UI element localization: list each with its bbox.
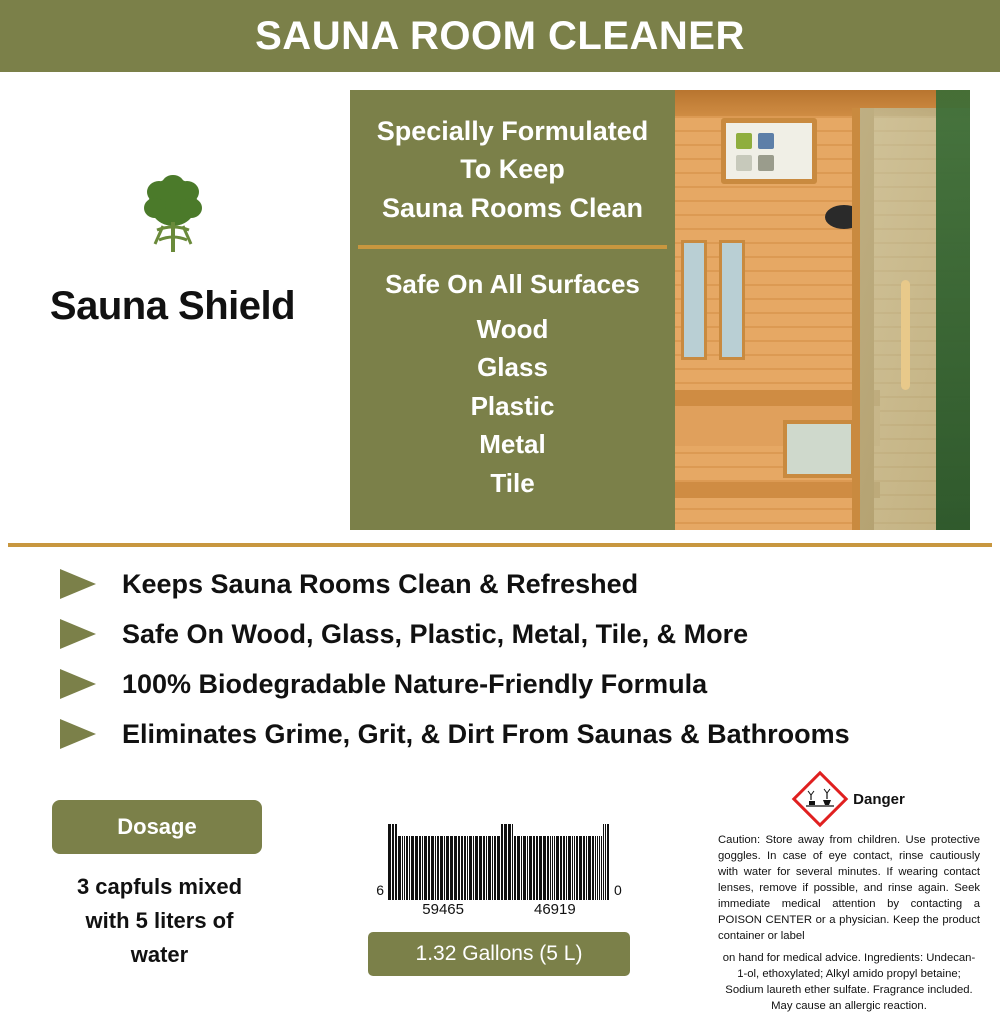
- feature-panel: [350, 90, 970, 530]
- list-item: [60, 566, 990, 602]
- surface-item: Plastic: [470, 390, 555, 421]
- dosage-line: 3 capfuls mixed: [76, 874, 243, 899]
- dosage-line: water: [130, 942, 189, 968]
- section-divider: [8, 543, 992, 547]
- benefit-text: Eliminates Grime, Grit, & Dirt From Saunas & Bathrooms: [122, 718, 850, 749]
- surface-item: Tile: [490, 467, 535, 498]
- barcode-digits: [368, 901, 630, 918]
- brand-block: [0, 120, 345, 540]
- arrow-icon: [60, 569, 100, 599]
- caution-paragraph: Caution: Store away from children. Use protective goggles. In case of eye contact, rinse cautiously with water for several minutes. If wearing contact lenses, remove if possible, and rinse again. Seek immediate medical attention by contacting a POISON CENTER or a physician. Keep the product container or label: [718, 834, 980, 943]
- brand-name: Sauna Shield: [49, 284, 296, 328]
- dosage-instructions: [52, 870, 267, 972]
- barcode-block: [368, 820, 630, 976]
- signal-word-row: [718, 772, 980, 826]
- arrow-icon: [60, 619, 100, 649]
- barcode-group-left: 59465: [422, 901, 464, 918]
- barcode-bars: [388, 824, 610, 900]
- feature-headline: [350, 90, 675, 245]
- surface-item: Wood: [476, 314, 549, 344]
- warning-block: [718, 772, 980, 1014]
- list-item: [60, 716, 990, 752]
- benefits-list: [60, 566, 990, 766]
- benefit-text: Keeps Sauna Rooms Clean & Refreshed: [122, 568, 639, 599]
- surface-item: Glass: [477, 352, 548, 383]
- list-item: [60, 616, 990, 652]
- surfaces-heading: Safe On All Surfaces: [385, 269, 640, 299]
- dosage-label: Dosage: [117, 814, 197, 839]
- volume-badge: [368, 932, 630, 976]
- sauna-room-photo: [675, 90, 970, 530]
- signal-word: Danger: [853, 790, 905, 808]
- header-banner: [0, 0, 1000, 72]
- barcode-image: [368, 820, 630, 900]
- headline-line-3: Sauna Rooms Clean: [381, 192, 644, 223]
- headline-line-1: Specially Formulated: [376, 116, 649, 146]
- barcode-right-digit: 0: [614, 882, 622, 898]
- dosage-badge: [52, 800, 262, 854]
- dosage-line: with 5 liters of: [85, 908, 234, 934]
- dosage-block: [52, 800, 267, 972]
- surface-item: Metal: [479, 429, 546, 460]
- caution-paragraph-2: on hand for medical advice. Ingredients: Undecan-1-ol, ethoxylated; Alkyl amido propyl betaine; Sodium laureth ether sulfate. Fragrance included. May cause an allergic reaction.: [722, 952, 976, 1013]
- barcode-group-right: 46919: [534, 901, 576, 918]
- arrow-icon: [60, 719, 100, 749]
- arrow-icon: [60, 669, 100, 699]
- benefit-text: 100% Biodegradable Nature-Friendly Formula: [122, 668, 708, 699]
- list-item: [60, 666, 990, 702]
- barcode-left-digit: 6: [376, 882, 384, 898]
- ghs-corrosive-icon: [793, 772, 847, 826]
- leaf-bundle-icon: [133, 170, 213, 262]
- headline-line-2: To Keep: [460, 154, 565, 185]
- feature-text-column: [350, 90, 675, 530]
- page-title: SAUNA ROOM CLEANER: [255, 13, 745, 58]
- surfaces-list: [350, 249, 675, 502]
- benefit-text: Safe On Wood, Glass, Plastic, Metal, Tile, & More: [122, 618, 749, 649]
- volume-label: 1.32 Gallons (5 L): [415, 942, 583, 965]
